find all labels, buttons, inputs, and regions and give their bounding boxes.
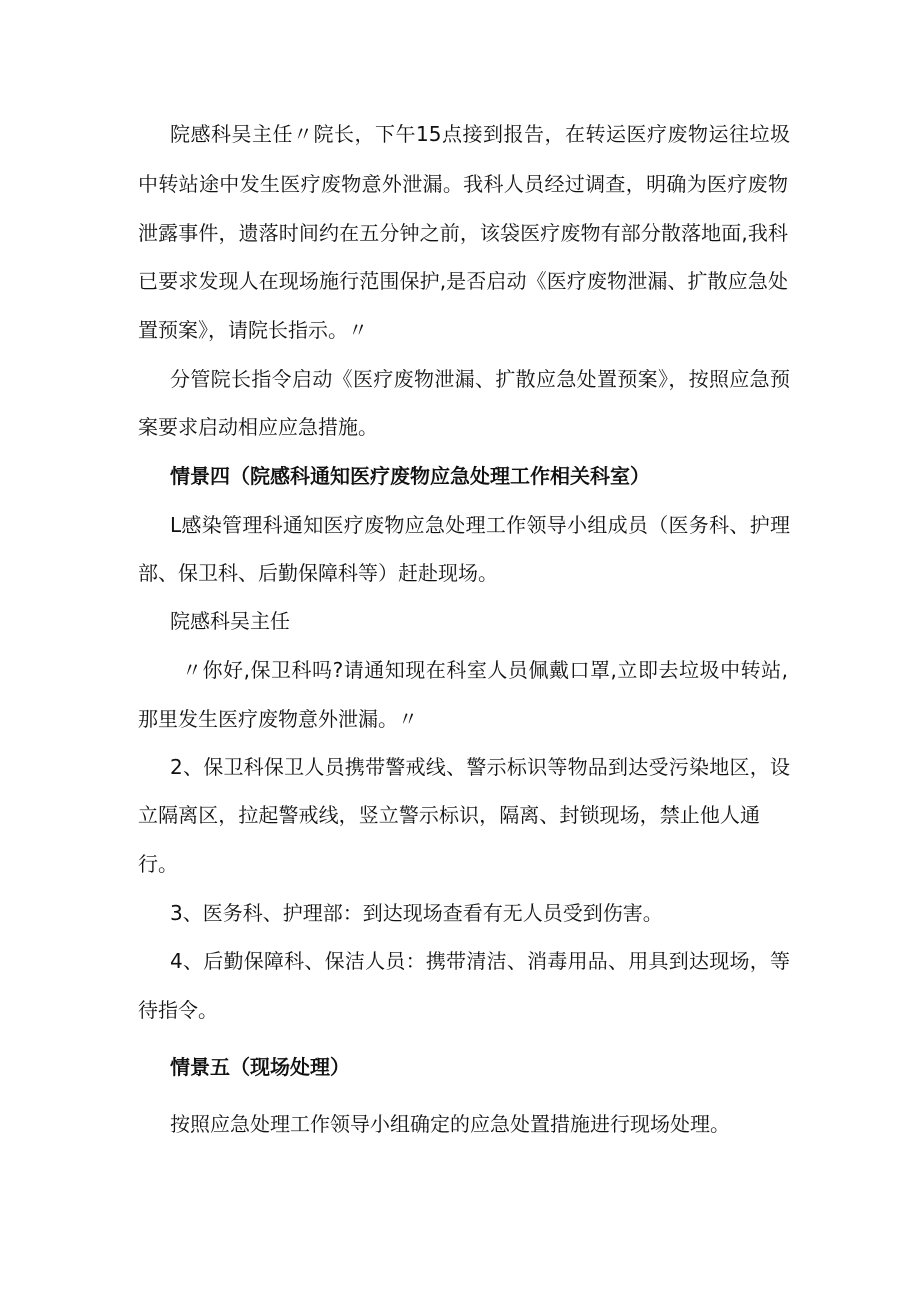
section-heading: 情景五（现场处理） [170,1055,350,1079]
paragraph-line: 待指令。 [138,998,218,1022]
paragraph-line: 〃你好,保卫科吗?请通知现在科室人员佩戴口罩,立即去垃圾中转站, [182,658,788,682]
paragraph-line: 分管院长指令启动《医疗废物泄漏、扩散应急处置预案》，按照应急预 [170,367,790,391]
paragraph-line: 3、医务科、护理部：到达现场查看有无人员受到伤害。 [170,901,663,925]
paragraph-line: 按照应急处理工作领导小组确定的应急处置措施进行现场处理。 [170,1112,730,1136]
paragraph-line: 置预案》，请院长指示。〃 [138,318,368,342]
section-heading: 情景四（院感科通知医疗废物应急处理工作相关科室） [170,464,650,488]
paragraph-line: 行。 [138,852,178,876]
paragraph-line: 中转站途中发生医疗废物意外泄漏。我科人员经过调查，明确为医疗废物 [138,172,788,196]
paragraph-line: 那里发生医疗废物意外泄漏。〃 [138,707,418,731]
paragraph-line: 2、保卫科保卫人员携带警戒线、警示标识等物品到达受污染地区，设 [170,755,790,779]
paragraph-line: 院感科吴主任〃院长，下午15点接到报告，在转运医疗废物运往垃圾 [170,122,790,146]
paragraph-line: 泄露事件，遗落时间约在五分钟之前，该袋医疗废物有部分散落地面,我科 [138,221,788,245]
paragraph-line: 案要求启动相应应急措施。 [138,415,378,439]
paragraph-line: 部、保卫科、后勤保障科等）赶赴现场。 [138,561,498,585]
paragraph-line: L感染管理科通知医疗废物应急处理工作领导小组成员（医务科、护理 [170,513,790,537]
paragraph-line: 4、后勤保障科、保洁人员：携带清洁、消毒用品、用具到达现场，等 [170,949,790,973]
paragraph-line: 院感科吴主任 [170,609,290,633]
paragraph-line: 立隔离区，拉起警戒线，竖立警示标识，隔离、封锁现场，禁止他人通 [138,803,760,827]
paragraph-line: 已要求发现人在现场施行范围保护,是否启动《医疗废物泄漏、扩散应急处 [138,269,788,293]
